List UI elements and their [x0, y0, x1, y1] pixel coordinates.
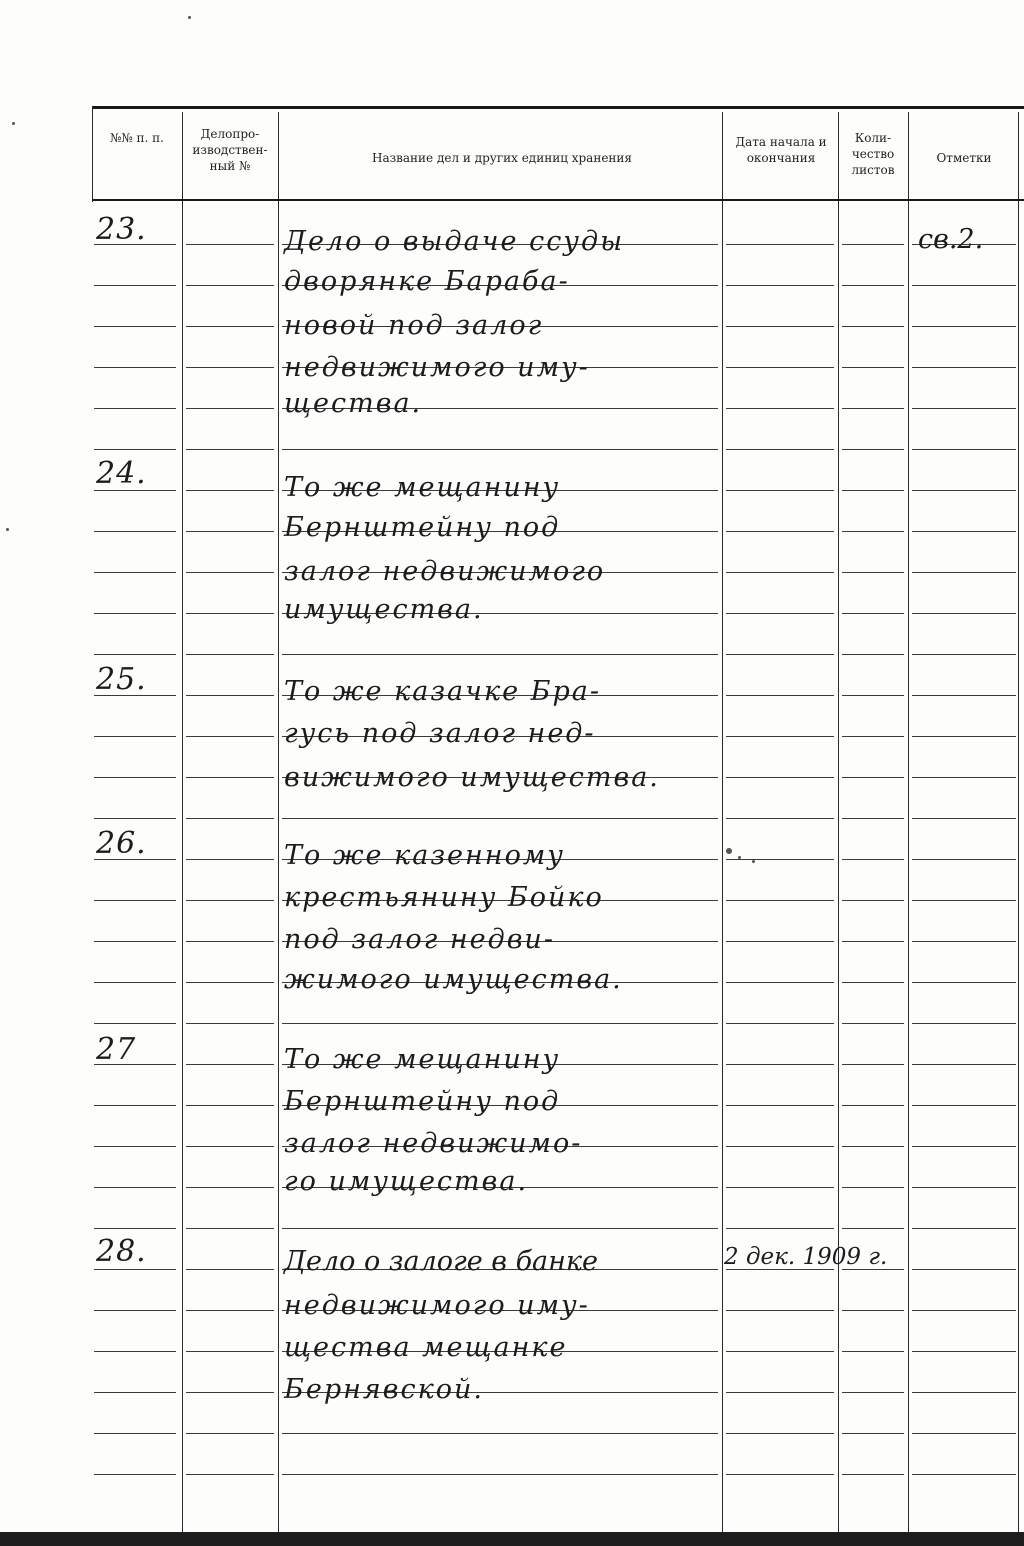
ruled-line: [282, 449, 718, 450]
entry-title-line: жимого имущества.: [284, 964, 623, 995]
ruled-line: [726, 1433, 834, 1434]
ruled-line: [726, 326, 834, 327]
ruled-line: [186, 1146, 274, 1147]
entry-note: св.2.: [918, 224, 984, 255]
ruled-line: [726, 982, 834, 983]
ruled-line: [912, 531, 1016, 532]
ruled-line: [186, 982, 274, 983]
entry-title-line: щества.: [284, 388, 423, 419]
ruled-line: [94, 1269, 176, 1270]
entry-title-line: Бернявской.: [284, 1374, 484, 1405]
entry-date: 2 дек. 1909 г.: [724, 1244, 888, 1270]
ruled-line: [94, 613, 176, 614]
ruled-line: [186, 490, 274, 491]
ruled-line: [186, 859, 274, 860]
ruled-line: [726, 244, 834, 245]
ruled-line: [842, 613, 904, 614]
header-col-sheets: Коли-чество листов: [851, 131, 895, 177]
ruled-line: [912, 1474, 1016, 1475]
ruled-line: [726, 941, 834, 942]
ruled-line: [726, 490, 834, 491]
ruled-line: [842, 859, 904, 860]
ruled-line: [186, 1064, 274, 1065]
column-rule-office: [278, 112, 279, 1532]
header-col-notes: Отметки: [936, 151, 992, 165]
ruled-line: [94, 818, 176, 819]
ruled-line: [186, 449, 274, 450]
ruled-line: [912, 777, 1016, 778]
ruled-line: [94, 900, 176, 901]
scan-speck: [752, 860, 755, 863]
ruled-line: [186, 900, 274, 901]
ruled-line: [842, 1023, 904, 1024]
entry-title-line: недвижимого иму-: [284, 352, 590, 383]
ruled-line: [842, 367, 904, 368]
ruled-line: [726, 1310, 834, 1311]
ruled-line: [912, 736, 1016, 737]
ruled-line: [94, 1474, 176, 1475]
ruled-line: [726, 1146, 834, 1147]
ruled-line: [842, 326, 904, 327]
ruled-line: [912, 326, 1016, 327]
ruled-line: [912, 1269, 1016, 1270]
ruled-line: [842, 818, 904, 819]
ruled-line: [282, 1023, 718, 1024]
ruled-line: [842, 572, 904, 573]
entry-title-line: Бернштейну под: [284, 1086, 561, 1117]
ruled-line: [94, 408, 176, 409]
ruled-line: [842, 490, 904, 491]
entry-title-line: крестьянину Бойко: [284, 882, 604, 913]
ruled-line: [726, 1187, 834, 1188]
entry-number: 25.: [96, 662, 147, 697]
ruled-line: [94, 531, 176, 532]
ruled-line: [912, 1351, 1016, 1352]
header-col-title: Название дел и других единиц хранения: [371, 151, 632, 165]
ruled-line: [726, 777, 834, 778]
ruled-line: [282, 654, 718, 655]
entry-title-line: То же казенному: [284, 840, 565, 871]
ruled-line: [186, 1269, 274, 1270]
ruled-line: [842, 1310, 904, 1311]
entry-title-line: дворянке Бараба-: [284, 266, 570, 297]
scan-speck: [738, 856, 741, 859]
entry-title-line: То же казачке Бра-: [284, 676, 601, 707]
ruled-line: [726, 449, 834, 450]
ruled-line: [912, 654, 1016, 655]
ruled-line: [282, 1433, 718, 1434]
ruled-line: [912, 367, 1016, 368]
entry-title-line: вижимого имущества.: [284, 762, 660, 793]
ruled-line: [842, 1433, 904, 1434]
ruled-line: [726, 1064, 834, 1065]
ruled-line: [282, 818, 718, 819]
ruled-line: [186, 408, 274, 409]
ruled-line: [94, 326, 176, 327]
ruled-line: [842, 654, 904, 655]
ruled-line: [94, 285, 176, 286]
ruled-line: [842, 531, 904, 532]
entry-title-line: залог недвижимого: [284, 556, 606, 587]
ruled-line: [912, 1392, 1016, 1393]
ruled-line: [186, 367, 274, 368]
ruled-line: [726, 1023, 834, 1024]
ruled-line: [726, 531, 834, 532]
ruled-line: [842, 1474, 904, 1475]
ruled-line: [726, 1228, 834, 1229]
ruled-line: [842, 695, 904, 696]
ruled-line: [282, 1474, 718, 1475]
entry-title-line: недвижимого иму-: [284, 1290, 590, 1321]
ruled-line: [186, 1433, 274, 1434]
ruled-line: [94, 1351, 176, 1352]
entry-title-line: залог недвижимо-: [284, 1128, 583, 1159]
ruled-line: [186, 1392, 274, 1393]
entry-title-line: имущества.: [284, 594, 484, 625]
ruled-line: [94, 1392, 176, 1393]
ruled-line: [912, 818, 1016, 819]
ruled-line: [726, 900, 834, 901]
ruled-line: [186, 326, 274, 327]
ruled-line: [726, 859, 834, 860]
entry-number: 23.: [96, 212, 147, 247]
ruled-line: [912, 490, 1016, 491]
ruled-line: [842, 244, 904, 245]
scan-speck: [12, 122, 15, 125]
ruled-line: [94, 1146, 176, 1147]
ruled-line: [912, 982, 1016, 983]
ruled-line: [842, 1228, 904, 1229]
ruled-line: [94, 654, 176, 655]
ruled-line: [726, 285, 834, 286]
ruled-line: [912, 859, 1016, 860]
ruled-line: [912, 572, 1016, 573]
ruled-line: [186, 818, 274, 819]
ruled-line: [912, 1433, 1016, 1434]
ruled-line: [186, 531, 274, 532]
ruled-line: [726, 408, 834, 409]
entry-title-line: То же мещанину: [284, 472, 561, 503]
ruled-line: [912, 900, 1016, 901]
ruled-line: [842, 982, 904, 983]
ruled-line: [726, 654, 834, 655]
ruled-line: [726, 818, 834, 819]
ruled-line: [94, 1023, 176, 1024]
entry-number: 27: [96, 1032, 137, 1067]
ruled-line: [94, 736, 176, 737]
ruled-line: [186, 777, 274, 778]
ruled-line: [726, 1474, 834, 1475]
entry-number: 26.: [96, 826, 147, 861]
ruled-line: [842, 1146, 904, 1147]
ruled-line: [186, 1351, 274, 1352]
ruled-line: [726, 1105, 834, 1106]
column-rule-title: [722, 112, 723, 1532]
ruled-line: [186, 285, 274, 286]
ruled-line: [94, 1105, 176, 1106]
ruled-line: [912, 408, 1016, 409]
entry-title-line: Бернштейну под: [284, 512, 561, 543]
ruled-line: [186, 736, 274, 737]
scan-speck: [726, 848, 732, 854]
ruled-line: [186, 1310, 274, 1311]
scan-bottom-edge: [0, 1532, 1024, 1546]
ruled-line: [94, 1433, 176, 1434]
entry-number: 28.: [96, 1234, 147, 1269]
header-top-rule: [92, 106, 1024, 109]
ruled-line: [186, 941, 274, 942]
header-col-office: Делопро-изводствен-ный №: [192, 127, 268, 173]
ruled-line: [842, 1064, 904, 1065]
ruled-line: [842, 736, 904, 737]
entry-title-line: го имущества.: [284, 1166, 529, 1197]
ruled-line: [186, 1187, 274, 1188]
ruled-line: [912, 1064, 1016, 1065]
ruled-line: [842, 449, 904, 450]
header-col-number: №№ п. п.: [110, 131, 164, 145]
ruled-line: [842, 900, 904, 901]
ruled-line: [842, 941, 904, 942]
ruled-line: [842, 1392, 904, 1393]
ruled-line: [842, 408, 904, 409]
ruled-line: [94, 1310, 176, 1311]
ruled-line: [94, 982, 176, 983]
entry-title-line: гусь под залог нед-: [284, 718, 596, 749]
ruled-line: [94, 572, 176, 573]
entry-title-line: щества мещанке: [284, 1332, 568, 1363]
column-rule-number: [182, 112, 183, 1532]
ruled-line: [912, 695, 1016, 696]
ruled-line: [186, 654, 274, 655]
ruled-line: [912, 941, 1016, 942]
ruled-line: [186, 613, 274, 614]
ruled-line: [726, 695, 834, 696]
column-rule-dates: [838, 112, 839, 1532]
ruled-line: [186, 695, 274, 696]
ruled-line: [912, 1146, 1016, 1147]
ruled-line: [94, 941, 176, 942]
entry-title-line: новой под залог: [284, 310, 544, 341]
ruled-line: [186, 1023, 274, 1024]
ruled-line: [726, 1351, 834, 1352]
scan-speck: [188, 16, 191, 19]
ruled-line: [726, 367, 834, 368]
ruled-line: [912, 285, 1016, 286]
ruled-line: [912, 1310, 1016, 1311]
column-rule-right: [1018, 112, 1019, 1532]
ruled-line: [912, 1187, 1016, 1188]
ruled-line: [912, 1228, 1016, 1229]
ruled-line: [912, 449, 1016, 450]
ruled-line: [842, 1105, 904, 1106]
ruled-line: [186, 1228, 274, 1229]
entry-title-line: Дело о залоге в банке: [284, 1246, 599, 1277]
ruled-line: [912, 613, 1016, 614]
entry-title-line: То же мещанину: [284, 1044, 561, 1075]
ruled-line: [912, 1023, 1016, 1024]
entry-title-line: под залог недви-: [284, 924, 555, 955]
ruled-line: [186, 244, 274, 245]
ruled-line: [186, 1105, 274, 1106]
scan-speck: [6, 528, 9, 531]
ruled-line: [94, 1228, 176, 1229]
ruled-line: [186, 1474, 274, 1475]
ruled-line: [94, 449, 176, 450]
ruled-line: [842, 285, 904, 286]
ruled-line: [726, 613, 834, 614]
entry-title-line: Дело о выдаче ссуды: [284, 226, 625, 257]
ruled-line: [186, 572, 274, 573]
ruled-line: [842, 777, 904, 778]
column-rule-left: [92, 106, 93, 202]
ruled-line: [726, 736, 834, 737]
ruled-line: [842, 1187, 904, 1188]
ruled-line: [94, 367, 176, 368]
entry-number: 24.: [96, 456, 147, 491]
ruled-line: [94, 777, 176, 778]
ruled-line: [282, 1228, 718, 1229]
header-col-dates: Дата начала и окончания: [735, 135, 827, 165]
ruled-line: [94, 1187, 176, 1188]
ruled-line: [726, 572, 834, 573]
header-bottom-rule: [92, 199, 1024, 201]
ruled-line: [726, 1392, 834, 1393]
ruled-line: [842, 1351, 904, 1352]
column-rule-sheets: [908, 112, 909, 1532]
ruled-line: [912, 1105, 1016, 1106]
